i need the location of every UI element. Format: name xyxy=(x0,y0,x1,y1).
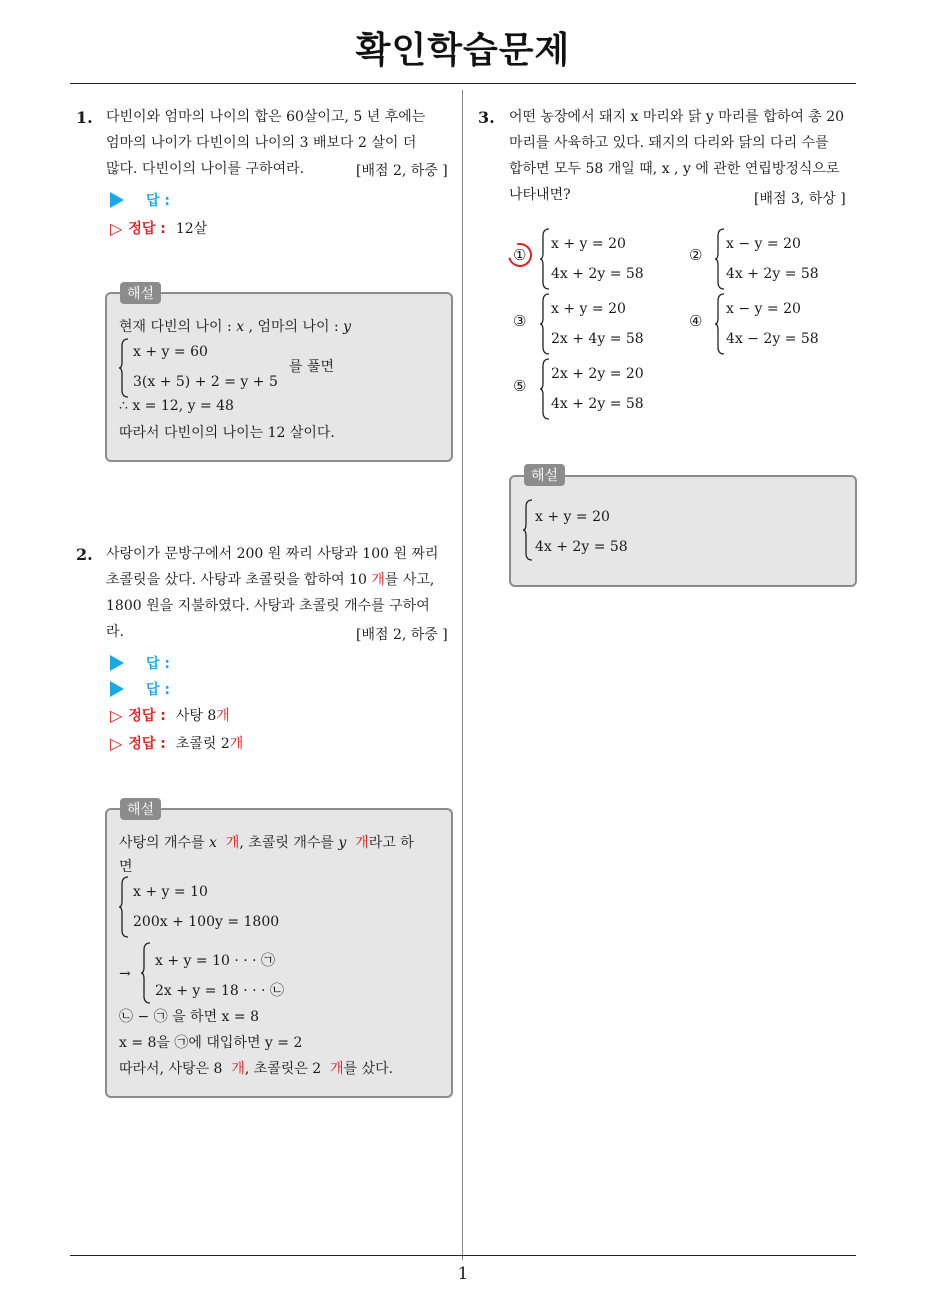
correct-value: 사탕 8 xyxy=(175,708,217,724)
solution-line: 따라서 다빈이의 나이는 12 살이다. xyxy=(119,425,335,441)
solution-line: 를 풀면 xyxy=(289,359,335,375)
brace-icon xyxy=(119,338,129,398)
equation-system xyxy=(141,942,341,1004)
equation-system xyxy=(119,876,319,938)
brace-icon xyxy=(715,293,725,355)
choice-number: ③ xyxy=(513,312,527,330)
solution-line: ∴ x = 12, y = 48 xyxy=(119,398,234,414)
question-text: 사랑이가 문방구에서 200 원 짜리 사탕과 100 원 짜리 초콜릿을 샀다. 사탕과 초콜릿을 합하여 10 개를 사고, 1800 원을 지불하였다. 사탕과 초콜릿 개수를 구하여 라. xyxy=(106,546,439,640)
footer-rule xyxy=(70,1255,856,1256)
equation-system: x − y = 20 4x + 2y = 58 xyxy=(715,228,835,290)
solution-box xyxy=(105,292,453,462)
solution-line: 사탕의 개수를 x 개, 초콜릿 개수를 y 개라고 하 xyxy=(119,835,414,851)
equation-line: x + y = 20 xyxy=(535,509,610,525)
equation-line: 4x + 2y = 58 xyxy=(535,539,628,555)
correct-value: 12살 xyxy=(175,221,208,237)
points-label: [배점 3, 하상 ] xyxy=(754,191,846,207)
header-rule xyxy=(70,83,856,84)
outline-triangle-icon: ▷ xyxy=(110,705,123,725)
choice-number: ⑤ xyxy=(513,377,527,395)
equation-system xyxy=(523,499,723,561)
play-icon xyxy=(110,655,124,671)
equation-system: x − y = 20 4x − 2y = 58 xyxy=(715,293,835,355)
equation-system: x + y = 20 4x + 2y = 58 xyxy=(540,228,660,290)
solution-line: ㉡ − ㉠ 을 하면 x = 8 xyxy=(119,1009,259,1025)
correct-answer-row: ▷ 정답 : 초콜릿 2 개 xyxy=(110,733,244,753)
correct-label: 정답 : xyxy=(128,736,166,752)
question-number: 1. xyxy=(76,108,93,127)
correct-answer-row: ▷ 정답 : 사탕 8 개 xyxy=(110,705,230,725)
play-icon xyxy=(110,192,124,208)
brace-icon xyxy=(141,942,151,1004)
question-text: 다빈이와 엄마의 나이의 합은 60살이고, 5 년 후에는 엄마의 나이가 다빈이의 나이의 3 배보다 2 살이 더 많다. 다빈이의 나이를 구하여라. xyxy=(106,109,426,177)
question-number: 3. xyxy=(478,108,495,127)
answer-row xyxy=(110,653,170,673)
arrow-symbol: → xyxy=(119,966,131,982)
answer-label: 답 : xyxy=(146,682,170,698)
solution-tag: 해설 xyxy=(120,282,161,304)
equation-line: x + y = 60 xyxy=(133,344,208,360)
correct-label: 정답 : xyxy=(128,708,166,724)
correct-answer-row xyxy=(110,218,207,238)
points-label: [배점 2, 하중 ] xyxy=(356,627,448,643)
brace-icon xyxy=(540,293,550,355)
solution-line: 따라서, 사탕은 8 개, 초콜릿은 2 개를 샀다. xyxy=(119,1061,394,1077)
equation-system: x + y = 20 2x + 4y = 58 xyxy=(540,293,660,355)
correct-label: 정답 : xyxy=(128,221,166,237)
solution-box xyxy=(105,808,453,1098)
page-title: 확인학습문제 xyxy=(355,30,571,71)
question-number: 2. xyxy=(76,545,93,564)
play-icon xyxy=(110,681,124,697)
answer-row xyxy=(110,679,170,699)
solution-box xyxy=(509,475,857,587)
equation-line: 3(x + 5) + 2 = y + 5 xyxy=(133,374,278,390)
brace-icon xyxy=(540,228,550,290)
brace-icon xyxy=(540,358,550,420)
brace-icon xyxy=(119,876,129,938)
equation-system: 2x + 2y = 20 4x + 2y = 58 xyxy=(540,358,660,420)
correct-value: 초콜릿 2 xyxy=(175,736,230,752)
brace-icon xyxy=(715,228,725,290)
equation-line: x + y = 10 xyxy=(133,884,208,900)
answer-label: 답 : xyxy=(146,193,170,209)
outline-triangle-icon: ▷ xyxy=(110,218,123,238)
choice-number: ② xyxy=(689,246,703,264)
solution-tag: 해설 xyxy=(120,798,161,820)
outline-triangle-icon: ▷ xyxy=(110,733,123,753)
solution-line: x = 8을 ㉠에 대입하면 y = 2 xyxy=(119,1035,303,1051)
brace-icon xyxy=(523,499,533,561)
page-number: 1 xyxy=(457,1264,469,1284)
points-label: [배점 2, 하중 ] xyxy=(356,163,448,179)
choice-number: ① xyxy=(513,246,527,264)
choice-number: ④ xyxy=(689,312,703,330)
solution-line: 면 xyxy=(119,859,133,875)
equation-line: 2x + y = 18 · · · ㉡ xyxy=(155,983,284,999)
answer-row xyxy=(110,190,170,210)
solution-line: 현재 다빈의 나이 : x , 엄마의 나이 : y xyxy=(119,319,352,335)
answer-label: 답 : xyxy=(146,656,170,672)
solution-tag: 해설 xyxy=(524,464,565,486)
equation-line: 200x + 100y = 1800 xyxy=(133,914,280,930)
column-divider xyxy=(462,90,463,1260)
equation-line: x + y = 10 · · · ㉠ xyxy=(155,953,276,969)
question-text: 어떤 농장에서 돼지 x 마리와 닭 y 마리를 합하여 총 20 마리를 사육하고 있다. 돼지의 다리와 닭의 다리 수를 합하면 모두 58 개일 때, x , y 에 관한 연립방정식으로 나타내면? xyxy=(509,109,845,203)
